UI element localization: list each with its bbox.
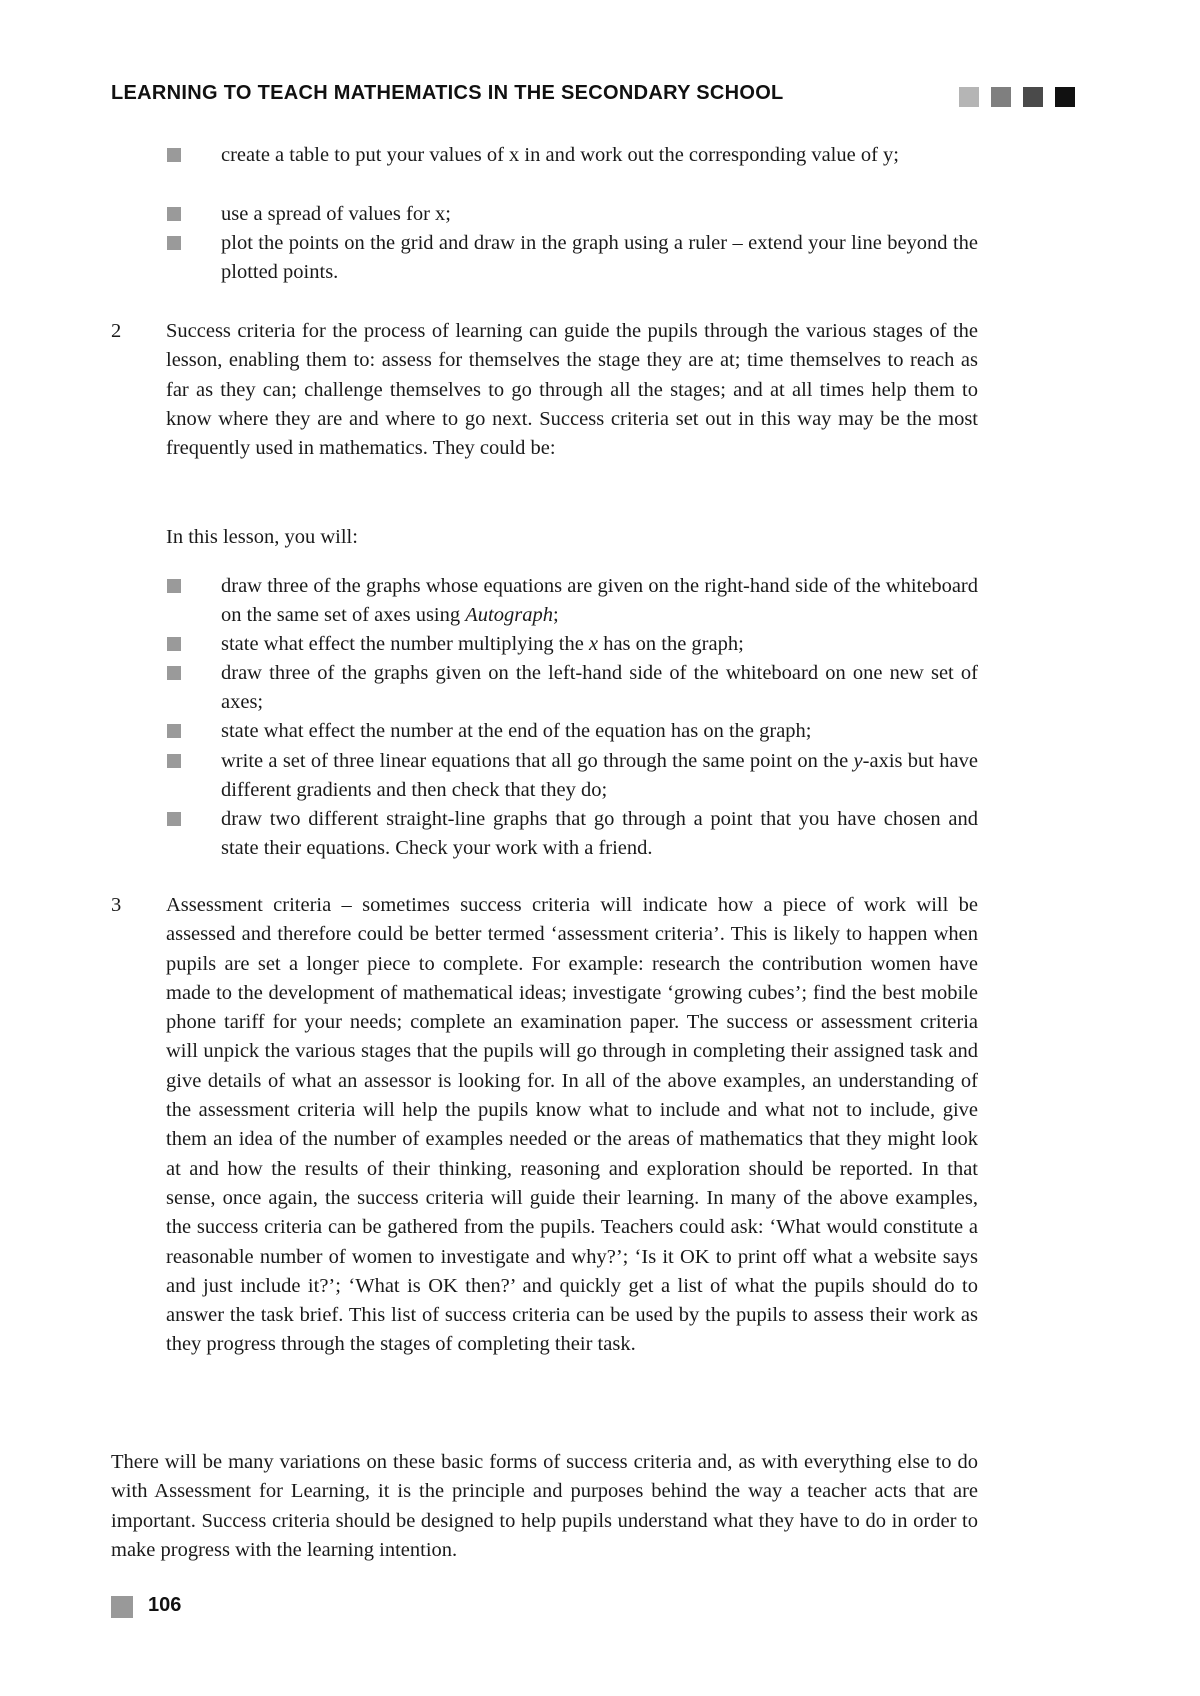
top-bullet-1: create a table to put your values of x in and work out the corresponding value of y; (221, 144, 900, 166)
header-square-3 (1023, 87, 1043, 107)
bullet-marker (167, 666, 181, 680)
bullet-marker (167, 724, 181, 738)
footer-square-icon (111, 1596, 133, 1618)
header-title: LEARNING TO TEACH MATHEMATICS IN THE SECONDARY SCHOOL (111, 82, 784, 104)
bullet-marker (167, 207, 181, 221)
lesson-bullet-3: draw three of the graphs given on the left-hand side of the whiteboard on one new set of axes; (221, 662, 978, 714)
item-2-paragraph: Success criteria for the process of learning can guide the pupils through the various stages of the lesson, enabling them to: assess for themselves the stage they are at; time themselves to reach as far as they can; challenge themselves to go through all the stages; and at all times help them to know where they are and where to go next. Success criteria set out in this way may be the most frequently used in mathematics. They could be: (166, 320, 978, 460)
bullet-marker (167, 812, 181, 826)
bullet-marker (167, 236, 181, 250)
top-bullet-3: plot the points on the grid and draw in the graph using a ruler – extend your line beyond the plotted points. (221, 232, 978, 284)
bullet-marker (167, 637, 181, 651)
header-square-2 (991, 87, 1011, 107)
lesson-bullet-4: state what effect the number at the end of the equation has on the graph; (221, 720, 812, 742)
item-3-paragraph: Assessment criteria – sometimes success criteria will indicate how a piece of work will be assessed and therefore could be better termed ‘assessment criteria’. This is likely to happen when pupils are set a longer piece to complete. For example: research the contribution women have made to the development of mathematical ideas; investigate ‘growing cubes’; find the best mobile phone tariff for your needs; complete an examination paper. The success or assessment criteria will unpick the various stages that the pupils will go through in completing their assigned task and give details of what an assessor is looking for. In all of the above examples, an understanding of the assessment criteria will help the pupils know what to include and what not to include, give them an idea of the number of examples needed or the areas of mathematics that they might look at and how the results of their thinking, reasoning and exploration should be reported. In that sense, once again, the success criteria will guide their learning. In many of the above examples, the success criteria can be gathered from the pupils. Teachers could ask: ‘What would constitute a reasonable number of women to investigate and why?’; ‘Is it OK to print off what a website says and just include it?’; ‘What is OK then?’ and quickly get a list of what the pupils should do to answer the task brief. This list of success criteria can be used by the pupils to assess their work as they progress through the stages of completing their task. (166, 894, 978, 1356)
item-number-2: 2 (111, 320, 122, 342)
bullet-marker (167, 579, 181, 593)
lesson-bullet-5: write a set of three linear equations that all go through the same point on the y-axis but have different gradients and then check that they do; (221, 750, 978, 802)
lesson-intro: In this lesson, you will: (166, 526, 358, 548)
closing-paragraph: There will be many variations on these basic forms of success criteria and, as with everything else to do with Assessment for Learning, it is the principle and purposes behind the way a teacher acts that are important. Success criteria should be designed to help pupils understand what they have to do in order to make progress with the learning intention. (111, 1451, 978, 1561)
header-square-1 (959, 87, 979, 107)
page-number: 106 (148, 1594, 182, 1616)
lesson-bullet-6: draw two different straight-line graphs that go through a point that you have chosen and state their equations. Check your work with a friend. (221, 808, 978, 860)
header-square-4 (1055, 87, 1075, 107)
top-bullet-2: use a spread of values for x; (221, 203, 451, 225)
bullet-marker (167, 754, 181, 768)
lesson-bullet-1: draw three of the graphs whose equations are given on the right-hand side of the whiteboard on the same set of axes using Autograph; (221, 575, 978, 627)
running-header (111, 82, 1091, 110)
item-number-3: 3 (111, 894, 122, 916)
bullet-marker (167, 148, 181, 162)
lesson-bullet-2: state what effect the number multiplying the x has on the graph; (221, 633, 744, 655)
